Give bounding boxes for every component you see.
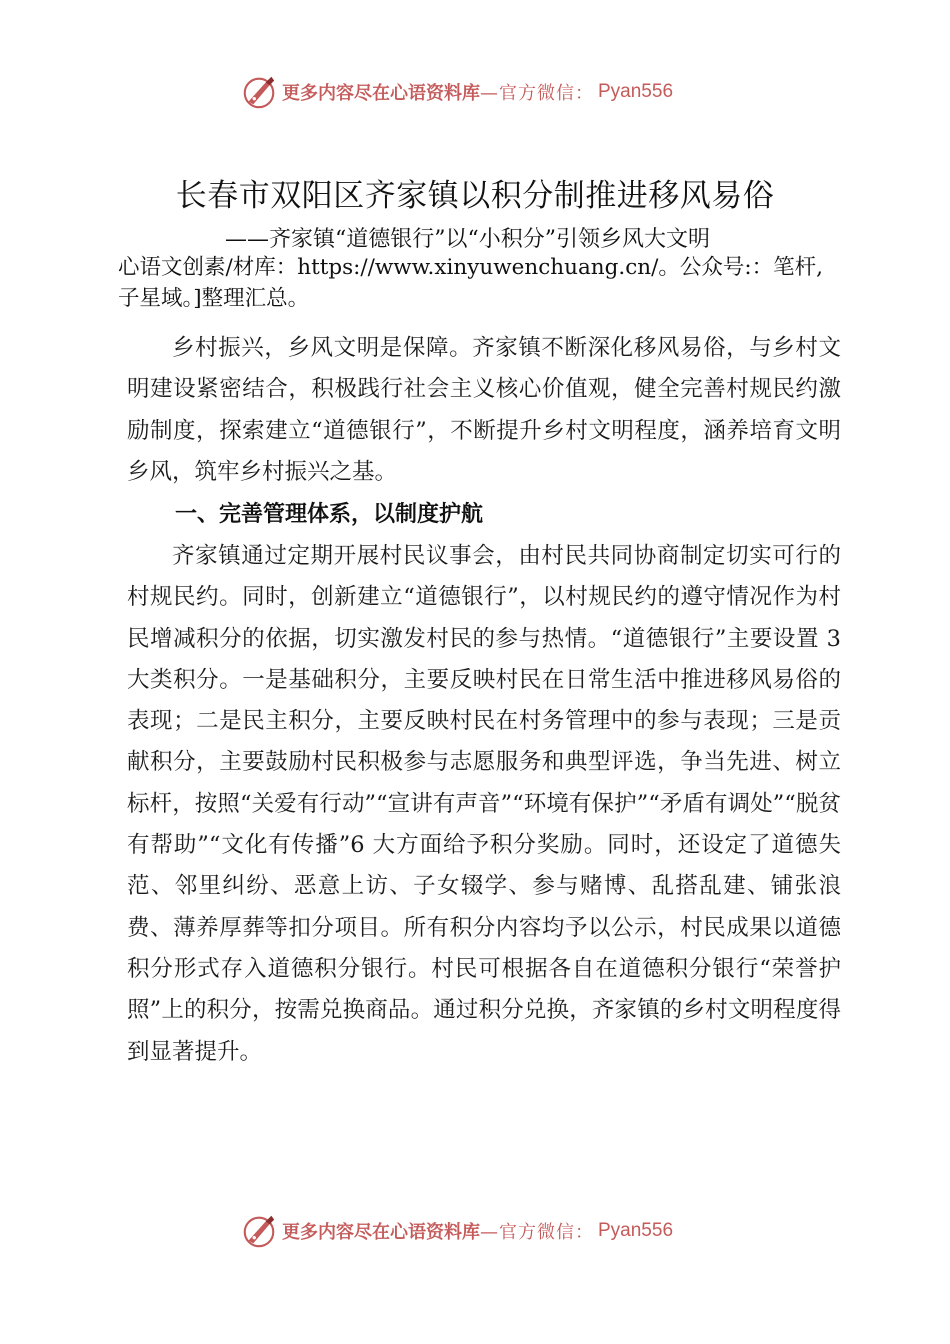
banner-text: 更多内容尽在心语资料库 bbox=[282, 83, 480, 104]
section-heading: 一、完善管理体系，以制度护航 bbox=[175, 502, 484, 527]
document-title: 长春市双阳区齐家镇以积分制推进移风易俗 bbox=[175, 178, 775, 214]
pen-nib-logo-icon bbox=[240, 73, 278, 111]
pen-nib-logo-icon bbox=[240, 1212, 278, 1250]
paragraph-section-1: 齐家镇通过定期开展村民议事会，由村民共同协商制定切实可行的村规民约。同时，创新建立“道德银行”，以村规民约的遵守情况作为村民增减积分的依据，切实激发村民的参与热情。“道德银行”主要设置 3 大类积分。一是基础积分，主要反映村民在日常生活中推进移风易俗的表现；二是民主积分，主要反映村民在村务管理中的参与表现；三是贡献积分，主要鼓励村民积极参与志愿服务和典型评选，争当先进、树立标杆，按照“关爱有行动”“宣讲有声音”“环境有保护”“矛盾有调处”“脱贫有帮助”“文化有传播”6 大方面给予积分奖励。同时，还设定了道德失范、邻里纠纷、恶意上访、子女辍学、参与赌博、乱搭乱建、铺张浪费、薄养厚葬等扣分项目。所有积分内容均予以公示，村民成果以道德积分形式存入道德积分银行。村民可根据各自在道德积分银行“荣誉护照”上的积分，按需兑换商品。通过积分兑换，齐家镇的乡村文明程度得到显著提升。 bbox=[127, 543, 841, 1065]
document-subtitle: ——齐家镇“道德银行”以“小积分”引领乡风大文明 bbox=[225, 227, 710, 252]
header-banner bbox=[240, 72, 673, 112]
banner-wechat-label: —官方微信： bbox=[480, 1222, 594, 1243]
footer-banner bbox=[240, 1211, 673, 1251]
banner-text: 更多内容尽在心语资料库 bbox=[282, 1222, 480, 1243]
banner-wechat-id: Pyan556 bbox=[598, 81, 674, 102]
banner-wechat-label: —官方微信： bbox=[480, 83, 594, 104]
source-note: 心语文创素/材库：https://www.xinyuwenchuang.cn/。公众号:：笔杆,子星域。]整理汇总。 bbox=[118, 255, 823, 311]
paragraph-intro: 乡村振兴，乡风文明是保障。齐家镇不断深化移风易俗，与乡村文明建设紧密结合，积极践行社会主义核心价值观，健全完善村规民约激励制度，探索建立“道德银行”，不断提升乡村文明程度，涵养培育文明乡风，筑牢乡村振兴之基。 bbox=[127, 335, 841, 485]
banner-wechat-id: Pyan556 bbox=[598, 1220, 674, 1241]
